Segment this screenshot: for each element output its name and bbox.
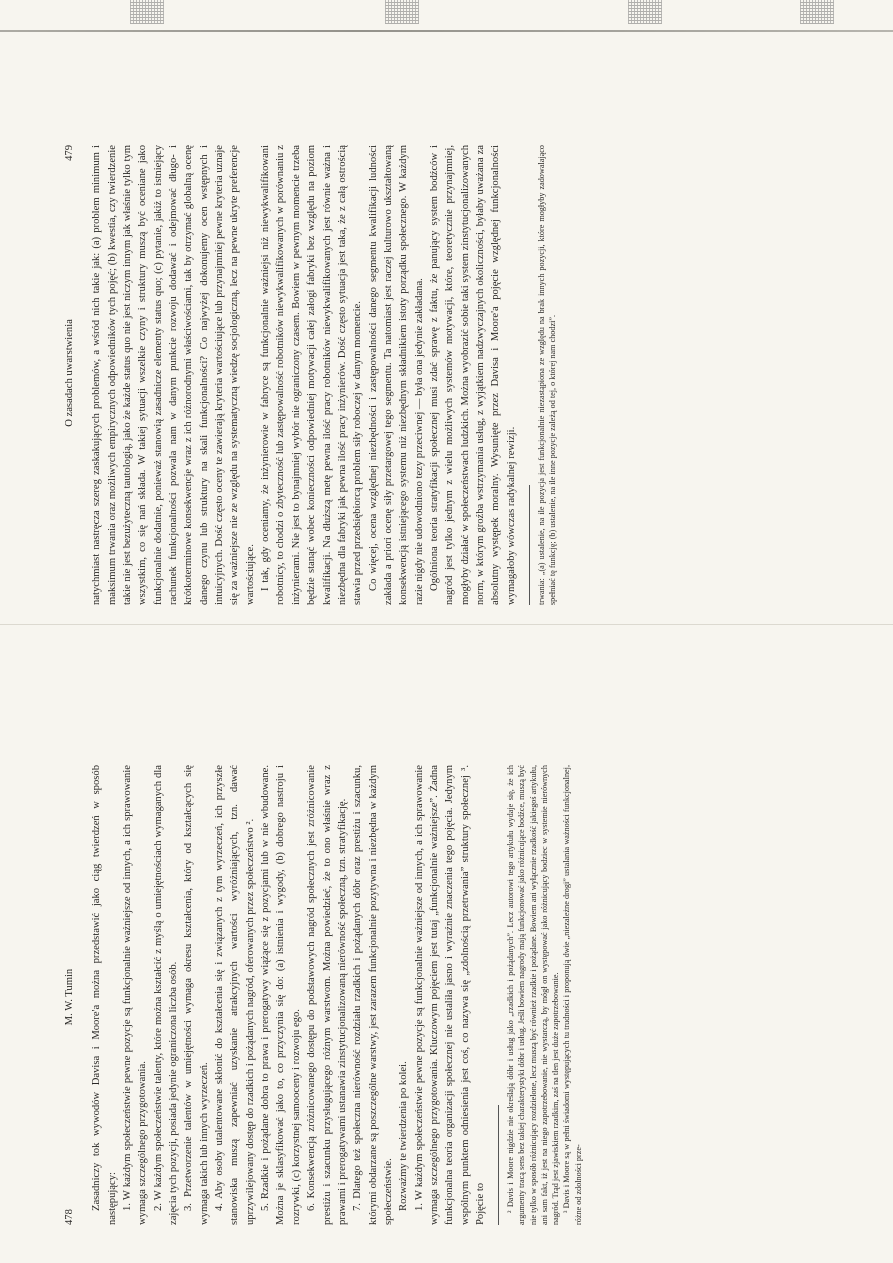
page-479 xyxy=(62,145,558,605)
footnote-rule xyxy=(529,485,530,605)
book-gutter xyxy=(0,624,893,625)
scan-noise xyxy=(130,0,164,24)
footnote-rule xyxy=(498,1105,499,1225)
paragraph: 4. Aby osoby utalentowane skłonić do kształcenia się i związanych z tym wyrzeczeń, ich przyszłe stanowiska muszą zapewniać uzyskanie atrakcyjnych wartości wyróżniających, tzn. dawać uprzywilejowany dostęp do rzadkich i pożądanych nagród, oferowanych przez społeczeństwo ². xyxy=(214,765,256,1225)
footnote: trwania: „(a) ustalenie, na ile pozycja jest funkcjonalnie niezastąpiona ze względu na brak innych pozycji, które mogłyby zadowalająco spełniać tę funkcję; (b) ustalenie, na ile inne pozycje zależą od tej, o której nam chodzi”. xyxy=(536,145,558,605)
paragraph: 5. Rzadkie i pożądane dobra to prawa i prerogatywy wiążące się z pozycjami lub w nie wbudowane. Można je sklasyfikować jako to, co przyczynia się do: (a) istnienia i wygody, (b) dobrego nastroju i rozrywki, (c) korzystnej samooceny i rozwoju ego. xyxy=(260,765,302,1225)
paragraph: 7. Dlatego też społeczna nierówność rozdziału rzadkich i pożądanych dóbr oraz prestiżu i szacunku, którymi obdarzane są poszczególne warstwy, jest zarazem funkcjonalnie pozytywna i niezbędna w każdym społeczeństwie. xyxy=(352,765,394,1225)
running-head-title: O zasadach uwarstwienia xyxy=(64,319,75,427)
paragraph: 1. W każdym społeczeństwie pewne pozycje są funkcjonalnie ważniejsze od innych, a ich sprawowanie wymaga szczególnego przygotowania. xyxy=(122,765,149,1225)
scan-noise xyxy=(628,0,662,24)
footnotes xyxy=(505,765,583,1225)
paragraph: I tak, gdy oceniamy, że inżynierowie w fabryce są funkcjonalnie ważniejsi niż niewykwalifikowani robotnicy, to chodzi o zbyteczność lub zastępowalność robotników niewykwalifikowanych w porównaniu z inżynierami. Nie jest to bynajmniej wybór nie ograniczony czasem. Bowiem w pewnym momencie trzeba będzie stanąć wobec konieczności odpowiedniej motywacji całej załogi fabryki bez względu na poziom kwalifikacji. Na dłuższą metę pewna ilość pracy robotników niewykwalifikowanych jest równie ważna i niezbędna dla fabryki jak pewna ilość pracy inżynierów. Dość często sytuacja jest taka, że z całą ostrością stawia przed przedsiębiorcą problem siły roboczej w danym momencie. xyxy=(260,145,364,605)
body-text xyxy=(89,145,519,605)
paragraph: 1. W każdym społeczeństwie pewne pozycje są funkcjonalnie ważniejsze od innych, a ich sprawowanie wymaga szczególnego przygotowania. Kluczowym pojęciem jest tutaj „funkcjonalnie ważniejsze”. Żadna funkcjonalna teoria organizacji społecznej nie ustaliła jasno i wyraźnie znaczenia tego pojęcia. Jedynym wspólnym punktem odniesienia jest coś, co nazywa się „zdolnością przetrwania” struktury społecznej ³. Pojęcie to xyxy=(413,765,486,1225)
paragraph: Ogólniona teoria stratyfikacji społecznej musi zdać sprawę z faktu, że panujący system bodźców i nagród jest tylko jednym z wielu możliwych systemów motywacji, które, teoretycznie przynajmniej, mogłyby działać w społeczeństwach ludzkich. Można wyobrazić sobie taki system zinstytucjonalizowanych norm, w którym groźba wstrzymania usług, z wyjątkiem nadzwyczajnych okoliczności, byłaby uważana za absolutny występek moralny. Wysunięte przez Davisa i Moore'a pojęcie względnej funkcjonalności wymagałoby wówczas radykalnej rewizji. xyxy=(428,145,517,605)
scan-top-rule xyxy=(0,30,893,32)
footnotes xyxy=(536,145,558,605)
footnote: ³ Davis i Moore są w pełni świadomi występujących tu trudności i proponują dwie „niezależne drogi” ustalania ważności funkcjonalnej, różne od zdolności prze- xyxy=(562,765,583,1225)
body-text xyxy=(89,765,488,1225)
page-number: 478 xyxy=(64,1209,75,1225)
paragraph: Co więcej, ocena względnej niezbędności i zastępowalności danego segmentu kwalifikacji ludności zakłada a priori ocenę siły przetargowej tego segmentu. Ta natomiast jest raczej kulturowo ukształtowaną konsekwencją istniejącego systemu niż niezbędnym składnikiem istoty porządku społecznego. W każdym razie nigdy nie udowodniono tezy przeciwnej — była ona jedynie zakładana. xyxy=(367,145,425,605)
paragraph: natychmiast nastręcza szereg zaskakujących problemów, a wśród nich takie jak: (a) problem minimum i maksimum trwania oraz możliwych empirycznych odpowiedników tych pojęć; (b) kwestia, czy twierdzenie takie nie jest bezużyteczną tautologią, jako że każde status quo nie jest niczym innym jak właśnie tylko tym wszystkim, co się nań składa. W takiej sytuacji wszelkie czyny i struktury muszą być oceniane jako funkcjonalnie dodatnie, ponieważ stanowią zasadnicze elementy status quo; (c) pytanie, jakiż to istniejący rachunek funkcjonalności pozwala nam w danym punkcie rozwoju dodawać i odejmować długo- i krótkoterminowe konsekwencje wraz z ich różnorodnymi właściwościami, tak by otrzymać globalną ocenę danego czynu lub struktury na skali funkcjonalności? Co najwyżej dokonujemy ocen wstępnych i intuicyjnych. Dość często oceny te zawierają kryteria wartościujące lub przynajmniej pewne kryteria uznaje się za ważniejsze nie ze względu na systematyczną wiedzę socjologiczną, lecz na pewne ukryte preferencje wartościujące. xyxy=(91,145,256,605)
paragraph: Rozważmy te twierdzenia po kolei. xyxy=(398,1061,410,1211)
running-head-title: M. W. Tumin xyxy=(64,968,75,1026)
page-478 xyxy=(62,765,584,1225)
paragraph: 3. Przetworzenie talentów w umiejętności wymaga okresu kształcenia, który od kształcących się wymaga takich lub innych wyrzeczeń. xyxy=(183,765,210,1225)
scan-noise xyxy=(385,0,419,24)
scan-noise xyxy=(800,0,834,24)
footnote: ² Davis i Moore nigdzie nie określają dóbr i usług jako „rzadkich i pożądanych”. Lecz autorowi tego artykułu wydaje się, że ich argumenty tracą sens bez takiej charakterystyki dóbr i usług. Jeśli bowiem nagrody mają funkcjonować jako różnicujące bodźce, muszą być nie tylko w sposób różnicujący rozdzielone, lecz muszą być również rzadkie i pożądane. Bowiem ani wyłącznie rzadkość jakiegoś artykułu, ani sam fakt, iż jest na niego zapotrzebowanie, nie wystarczą, by mógł on występować jako różnicujący bodziec w systemie nierównych nagród. Trąd jest zjawiskiem rzadkim, zaś na tlen jest duże zapotrzebowanie. xyxy=(506,765,561,1225)
paragraph: Zasadniczy tok wywodów Davisa i Moore'a można przedstawić jako ciąg twierdzeń w sposób następujący: xyxy=(91,765,118,1225)
page-number: 479 xyxy=(64,145,75,161)
running-head xyxy=(62,145,77,605)
paragraph: 2. W każdym społeczeństwie talenty, które można kształcić z myślą o umiejętnościach wymaganych dla zajęcia tych pozycji, posiada jedynie ograniczona liczba osób. xyxy=(152,765,180,1225)
paragraph: 6. Konsekwencją zróżnicowanego dostępu do podstawowych nagród społecznych jest zróżnicowanie prestiżu i szacunku przysługującego różnym warstwom. Można powiedzieć, że to ono właśnie wraz z prawami i prerogatywami ustanawia zinstytucjonalizowaną nierówność społeczną, tzn. stratyfikację. xyxy=(306,765,348,1225)
running-head xyxy=(62,765,77,1225)
